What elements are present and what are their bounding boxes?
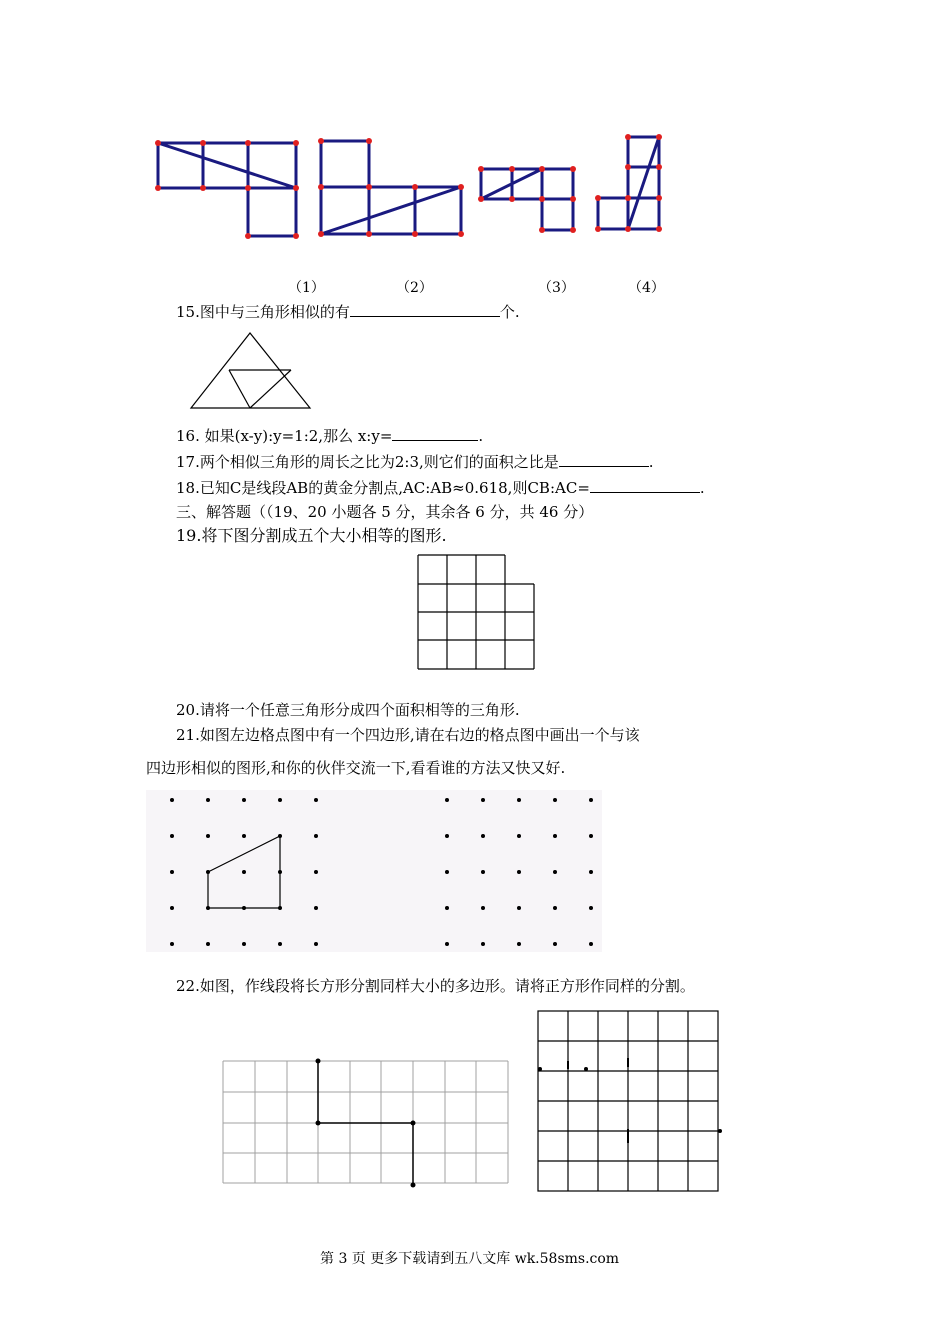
question-21-line-2: 四边形相似的图形,和你的伙伴交流一下,看看谁的方法又快又好.: [146, 759, 566, 777]
q15-answer-blank[interactable]: [350, 302, 500, 317]
figure-4: [598, 137, 659, 229]
grid-shape-q19: [0, 553, 950, 673]
q16-suffix: .: [478, 427, 484, 445]
square-grid-q22: [0, 1005, 950, 1195]
caption-figure-4: （4）: [628, 280, 665, 296]
matchstick-figures: [0, 0, 950, 260]
q16-text: 16. 如果(x-y):y=1:2,那么 x:y=: [176, 427, 393, 445]
page-footer: 第 3 页 更多下载请到五八文库 wk.58sms.com: [320, 1251, 620, 1267]
triangle-figure: [0, 325, 950, 425]
q17-answer-blank[interactable]: [559, 452, 649, 467]
question-20: 20.请将一个任意三角形分成四个面积相等的三角形.: [176, 701, 520, 719]
q15-suffix: 个.: [499, 303, 520, 321]
caption-figure-2: （2）: [396, 280, 433, 296]
dot-grids-q21: [0, 790, 950, 960]
q15-text: 15.图中与三角形相似的有: [176, 303, 350, 321]
question-19: 19.将下图分割成五个大小相等的图形.: [176, 526, 447, 545]
q18-suffix: .: [699, 479, 705, 497]
caption-figure-1: （1）: [288, 280, 325, 296]
q18-answer-blank[interactable]: [590, 478, 700, 493]
q16-answer-blank[interactable]: [392, 426, 478, 441]
q17-suffix: .: [648, 453, 654, 471]
question-17: [176, 452, 654, 472]
q18-text: 18.已知C是线段AB的黄金分割点,AC:AB≈0.618,则CB:AC=: [176, 479, 590, 497]
section-3-heading: 三、解答题（（19、20 小题各 5 分，其余各 6 分，共 46 分）: [176, 503, 594, 521]
question-21-line-1: 21.如图左边格点图中有一个四边形,请在右边的格点图中画出一个与该: [176, 726, 640, 744]
figure-2: [321, 141, 461, 234]
question-16: [176, 426, 483, 446]
q17-text: 17.两个相似三角形的周长之比为2:3,则它们的面积之比是: [176, 453, 559, 471]
caption-figure-3: （3）: [538, 280, 575, 296]
question-18: [176, 478, 705, 498]
figure-3: [481, 169, 573, 230]
figure-1: [158, 143, 296, 236]
question-22: 22.如图，作线段将长方形分割同样大小的多边形。请将正方形作同样的分割。: [176, 977, 695, 995]
question-15: [176, 302, 520, 322]
